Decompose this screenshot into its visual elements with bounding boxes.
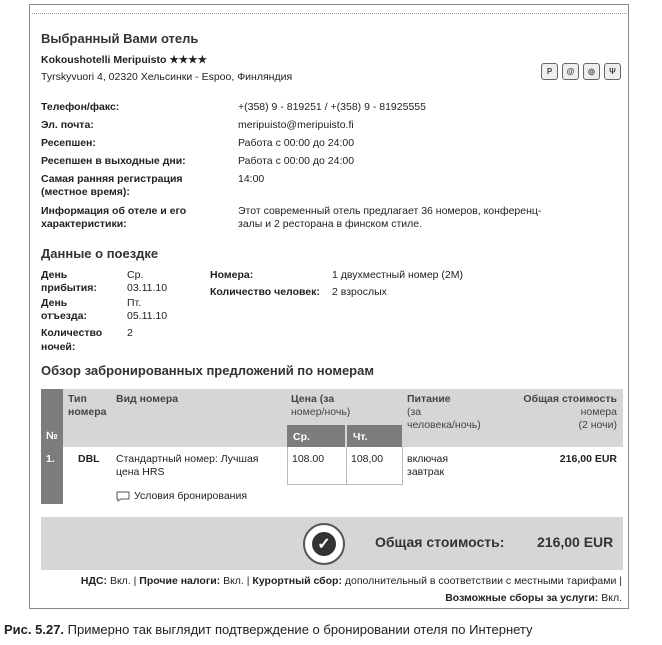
taxes-line-2 xyxy=(445,592,622,605)
top-divider xyxy=(32,13,627,14)
resort-fee-label: Курортный сбор: xyxy=(252,575,342,587)
hotel-amenities xyxy=(541,63,621,80)
hotel-section-title: Выбранный Вами отель xyxy=(41,31,199,46)
checkmark-icon: ✓ xyxy=(312,532,336,556)
col-num-header: № xyxy=(46,430,58,442)
col-meal-header-2: (за xyxy=(407,406,422,418)
caption-text: Примерно так выглядит подтверждение о бронировании отеля по Интернету xyxy=(67,622,533,637)
col-type-header-2: номера xyxy=(68,406,107,418)
departure-label-1: День xyxy=(41,297,68,309)
row-price1: 108.00 xyxy=(292,453,325,465)
booking-confirmation xyxy=(29,4,629,609)
total-label: Общая стоимость: xyxy=(375,534,505,550)
persons-label: Количество человек: xyxy=(210,286,320,298)
best-price-seal xyxy=(303,523,345,565)
arrival-label-2: прибытия: xyxy=(41,282,97,294)
departure-label-2: отъезда: xyxy=(41,310,88,322)
col-total-header-3: (2 ночи) xyxy=(578,419,617,431)
info-label-2: характеристики: xyxy=(41,218,127,230)
col-total-header-2: номера xyxy=(580,406,617,418)
other-taxes-value: Вкл. xyxy=(223,575,244,587)
resort-fee-value: дополнительный в соответствии с местными тарифами xyxy=(344,575,617,587)
hotel-address: Tyrskyvuori 4, 02320 Хельсинки - Espoo, Финляндия xyxy=(41,71,293,83)
figure-caption xyxy=(4,622,533,637)
nights-value: 2 xyxy=(127,327,133,339)
info-value-1: Этот современный отель предлагает 36 номеров, конференц- xyxy=(238,205,542,217)
nights-label-1: Количество xyxy=(41,327,103,339)
conditions-link[interactable] xyxy=(116,490,247,503)
row-room-2: цена HRS xyxy=(116,466,165,478)
conditions-link-label[interactable]: Условия бронирования xyxy=(134,490,248,502)
total-value: 216,00 EUR xyxy=(537,534,614,550)
info-label-1: Информация об отеле и его xyxy=(41,205,187,217)
restaurant-icon: Ψ xyxy=(604,63,621,80)
reception-label: Ресепшен: xyxy=(41,137,96,149)
checkin-label-1: Самая ранняя регистрация xyxy=(41,173,183,185)
number-column xyxy=(41,389,63,504)
caption-prefix: Рис. 5.27. xyxy=(4,622,65,637)
email-label: Эл. почта: xyxy=(41,119,94,131)
rooms-label: Номера: xyxy=(210,269,254,281)
taxes-line-1: НДС: Вкл. | Прочие налоги: Вкл. | Курортный сбор: дополнительный в соответствии с местными тарифами | xyxy=(80,575,622,587)
row-meal-2: завтрак xyxy=(407,466,445,478)
arrival-day: Ср. xyxy=(127,269,144,281)
offers-section-title: Обзор забронированных предложений по номерам xyxy=(41,363,374,378)
other-taxes-label: Прочие налоги: xyxy=(139,575,221,587)
rooms-value: 1 двухместный номер (2M) xyxy=(332,269,464,281)
vat-label: НДС: xyxy=(80,575,108,587)
total-bar xyxy=(41,517,623,570)
phone-label: Телефон/факс: xyxy=(41,101,120,113)
vat-value: Вкл. xyxy=(109,575,131,587)
col-day1-header: Ср. xyxy=(287,425,345,447)
row-room-1: Стандартный номер: Лучшая xyxy=(116,453,259,465)
wifi-icon: ◎ xyxy=(583,63,600,80)
nights-label-2: ночей: xyxy=(41,341,76,353)
checkin-label-2: (местное время): xyxy=(41,186,130,198)
departure-day: Пт. xyxy=(127,297,142,309)
col-price-header-2: номер/ночь) xyxy=(291,406,351,418)
hotel-name: Kokoushotelli Meripuisto ★★★★ xyxy=(41,54,207,66)
row-type: DBL xyxy=(78,453,100,465)
offers-table xyxy=(41,389,623,504)
parking-icon: P xyxy=(541,63,558,80)
row-price2: 108,00 xyxy=(351,453,384,465)
col-day2-header: Чт. xyxy=(347,425,402,447)
persons-value: 2 взрослых xyxy=(332,286,387,298)
reception-value: Работа с 00:00 до 24:00 xyxy=(238,137,355,149)
weekend-reception-value: Работа с 00:00 до 24:00 xyxy=(238,155,355,167)
departure-date: 05.11.10 xyxy=(127,310,168,322)
col-meal-header-1: Питание xyxy=(407,393,451,405)
email-value[interactable]: meripuisto@meripuisto.fi xyxy=(238,119,354,131)
weekend-reception-label: Ресепшен в выходные дни: xyxy=(41,155,186,167)
speech-bubble-icon xyxy=(116,491,130,502)
phone-value: +(358) 9 - 819251 / +(358) 9 - 81925555 xyxy=(238,101,426,113)
row-number: 1. xyxy=(46,453,55,465)
service-fee-label: Возможные сборы за услуги: xyxy=(445,592,599,604)
row-total: 216,00 EUR xyxy=(559,453,617,465)
col-total-header-1: Общая стоимость xyxy=(523,393,617,405)
service-fee-value: Вкл. xyxy=(601,592,622,604)
col-price-header-1: Цена (за xyxy=(291,393,335,405)
row-meal-1: включая xyxy=(407,453,449,465)
col-type-header-1: Тип xyxy=(68,393,87,405)
col-room-header: Вид номера xyxy=(116,393,179,405)
arrival-label-1: День xyxy=(41,269,68,281)
checkin-value: 14:00 xyxy=(238,173,265,185)
trip-section-title: Данные о поездке xyxy=(41,246,159,261)
internet-icon: @ xyxy=(562,63,579,80)
info-value-2: залы и 2 ресторана в финском стиле. xyxy=(238,218,423,230)
col-meal-header-3: человека/ночь) xyxy=(407,419,481,431)
arrival-date: 03.11.10 xyxy=(127,282,168,294)
